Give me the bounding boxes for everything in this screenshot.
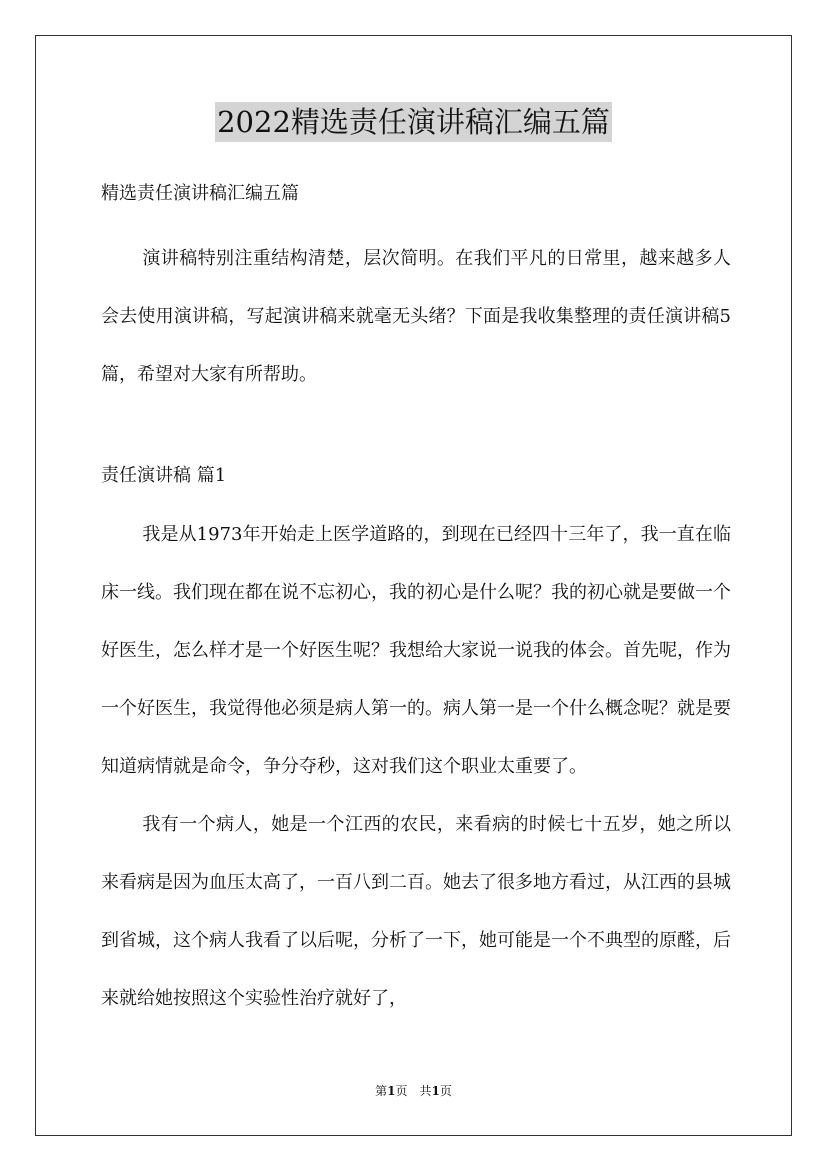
footer-prefix: 第 bbox=[375, 1084, 388, 1098]
footer-mid: 页 共 bbox=[395, 1084, 432, 1098]
intro-paragraph: 演讲稿特别注重结构清楚，层次简明。在我们平凡的日常里，越来越多人会去使用演讲稿，写起演讲稿来就毫无头绪？下面是我收集整理的责任演讲稿5篇，希望对大家有所帮助。 bbox=[101, 248, 731, 385]
body-paragraph-1: 我是从1973年开始走上医学道路的，到现在已经四十三年了，我一直在临床一线。我们现在都在说不忘初心，我的初心是什么呢？我的初心就是要做一个好医生，怎么样才是一个好医生呢？我想给大家说一说我的体会。首先呢，作为一个好医生，我觉得他必须是病人第一的。病人第一是一个什么概念呢？就是要知道病情就是命令，争分夺秒，这对我们这个职业太重要了。 bbox=[101, 524, 731, 777]
body-paragraph-2: 我有一个病人，她是一个江西的农民，来看病的时候七十五岁，她之所以来看病是因为血压太高了，一百八到二百。她去了很多地方看过，从江西的县城到省城，这个病人我看了以后呢，分析了一下，她可能是一个不典型的原醛，后来就给她按照这个实验性治疗就好了， bbox=[101, 814, 731, 1009]
document-subtitle: 精选责任演讲稿汇编五篇 bbox=[101, 183, 299, 204]
page-footer bbox=[0, 1082, 827, 1100]
footer-suffix: 页 bbox=[439, 1084, 452, 1098]
footer-page-current: 1 bbox=[387, 1084, 396, 1098]
title-wrap bbox=[0, 102, 827, 142]
footer-page-total: 1 bbox=[431, 1084, 440, 1098]
document-title: 2022精选责任演讲稿汇编五篇 bbox=[215, 102, 612, 142]
document-body bbox=[101, 176, 731, 1028]
section-heading: 责任演讲稿 篇1 bbox=[101, 465, 227, 486]
